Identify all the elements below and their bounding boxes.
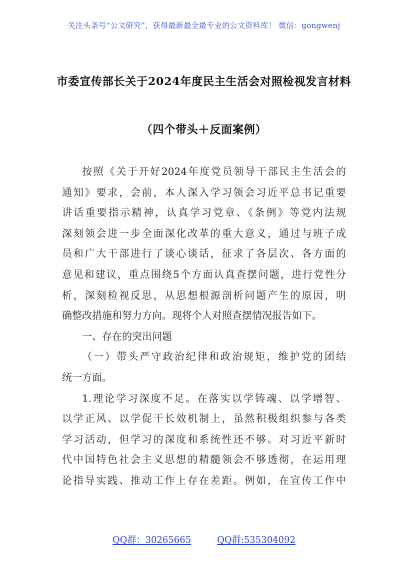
body-line: 1.理论学习深度不足。在落实以学铸魂、以学增智、 — [82, 393, 346, 405]
body-line: 析，深刻检视反思，从思想根源剖析问题产生的原因，明 — [62, 290, 346, 302]
body-line: 按照《关于开好2024年度党员领导干部民主生活会的 — [82, 167, 346, 178]
body-line: 确整改措施和努力方向。现将个人对照查摆情况报告如下。 — [62, 311, 322, 323]
promo-banner: 关注头条号“公文研究”，获得最新最全最专业的公文资料库！ 微信：gongwenj — [67, 21, 341, 30]
body-line: 意见和建议，重点围绕5个方面认真查摆问题，进行党性分 — [62, 269, 346, 281]
body-line: 统一方面。 — [62, 372, 112, 384]
body-line: 论指导实践、推动工作上存在差距。例如，在宣传工作中 — [62, 475, 346, 487]
document-title: 市委宣传部长关于2024年度民主生活会对照检视发言材料 — [56, 75, 352, 88]
subsection-heading: （一）带头严守政治纪律和政治规矩，维护党的团结 — [82, 352, 346, 364]
document-subtitle: （四个带头＋反面案例） — [141, 123, 267, 136]
body-line: 通知》要求，会前，本人深入学习领会习近平总书记重要 — [62, 187, 346, 199]
body-line: 讲话重要指示精神，认真学习党章、《条例》等党内法规 — [62, 208, 346, 220]
document-body — [62, 163, 346, 493]
body-line: 学习活动，但学习的深度和系统性还不够。对习近平新时 — [62, 434, 346, 446]
body-line: 员和广大干部进行了谈心谈话，征求了各层次、各方面的 — [62, 249, 346, 261]
qq-group-link-2[interactable]: QQ群:535304092 — [217, 536, 296, 546]
body-line: 代中国特色社会主义思想的精髓领会不够透彻，在运用理 — [62, 455, 346, 467]
body-line: 深刻领会进一步全面深化改革的重大意义，通过与班子成 — [62, 228, 346, 240]
section-heading: 一、存在的突出问题 — [82, 331, 172, 343]
body-line: 以学正风、以学促干长效机制上，虽然积极组织参与各类 — [62, 414, 346, 426]
contact-footer — [0, 533, 408, 546]
qq-group-link-1[interactable]: QQ群：30265665 — [112, 536, 192, 546]
